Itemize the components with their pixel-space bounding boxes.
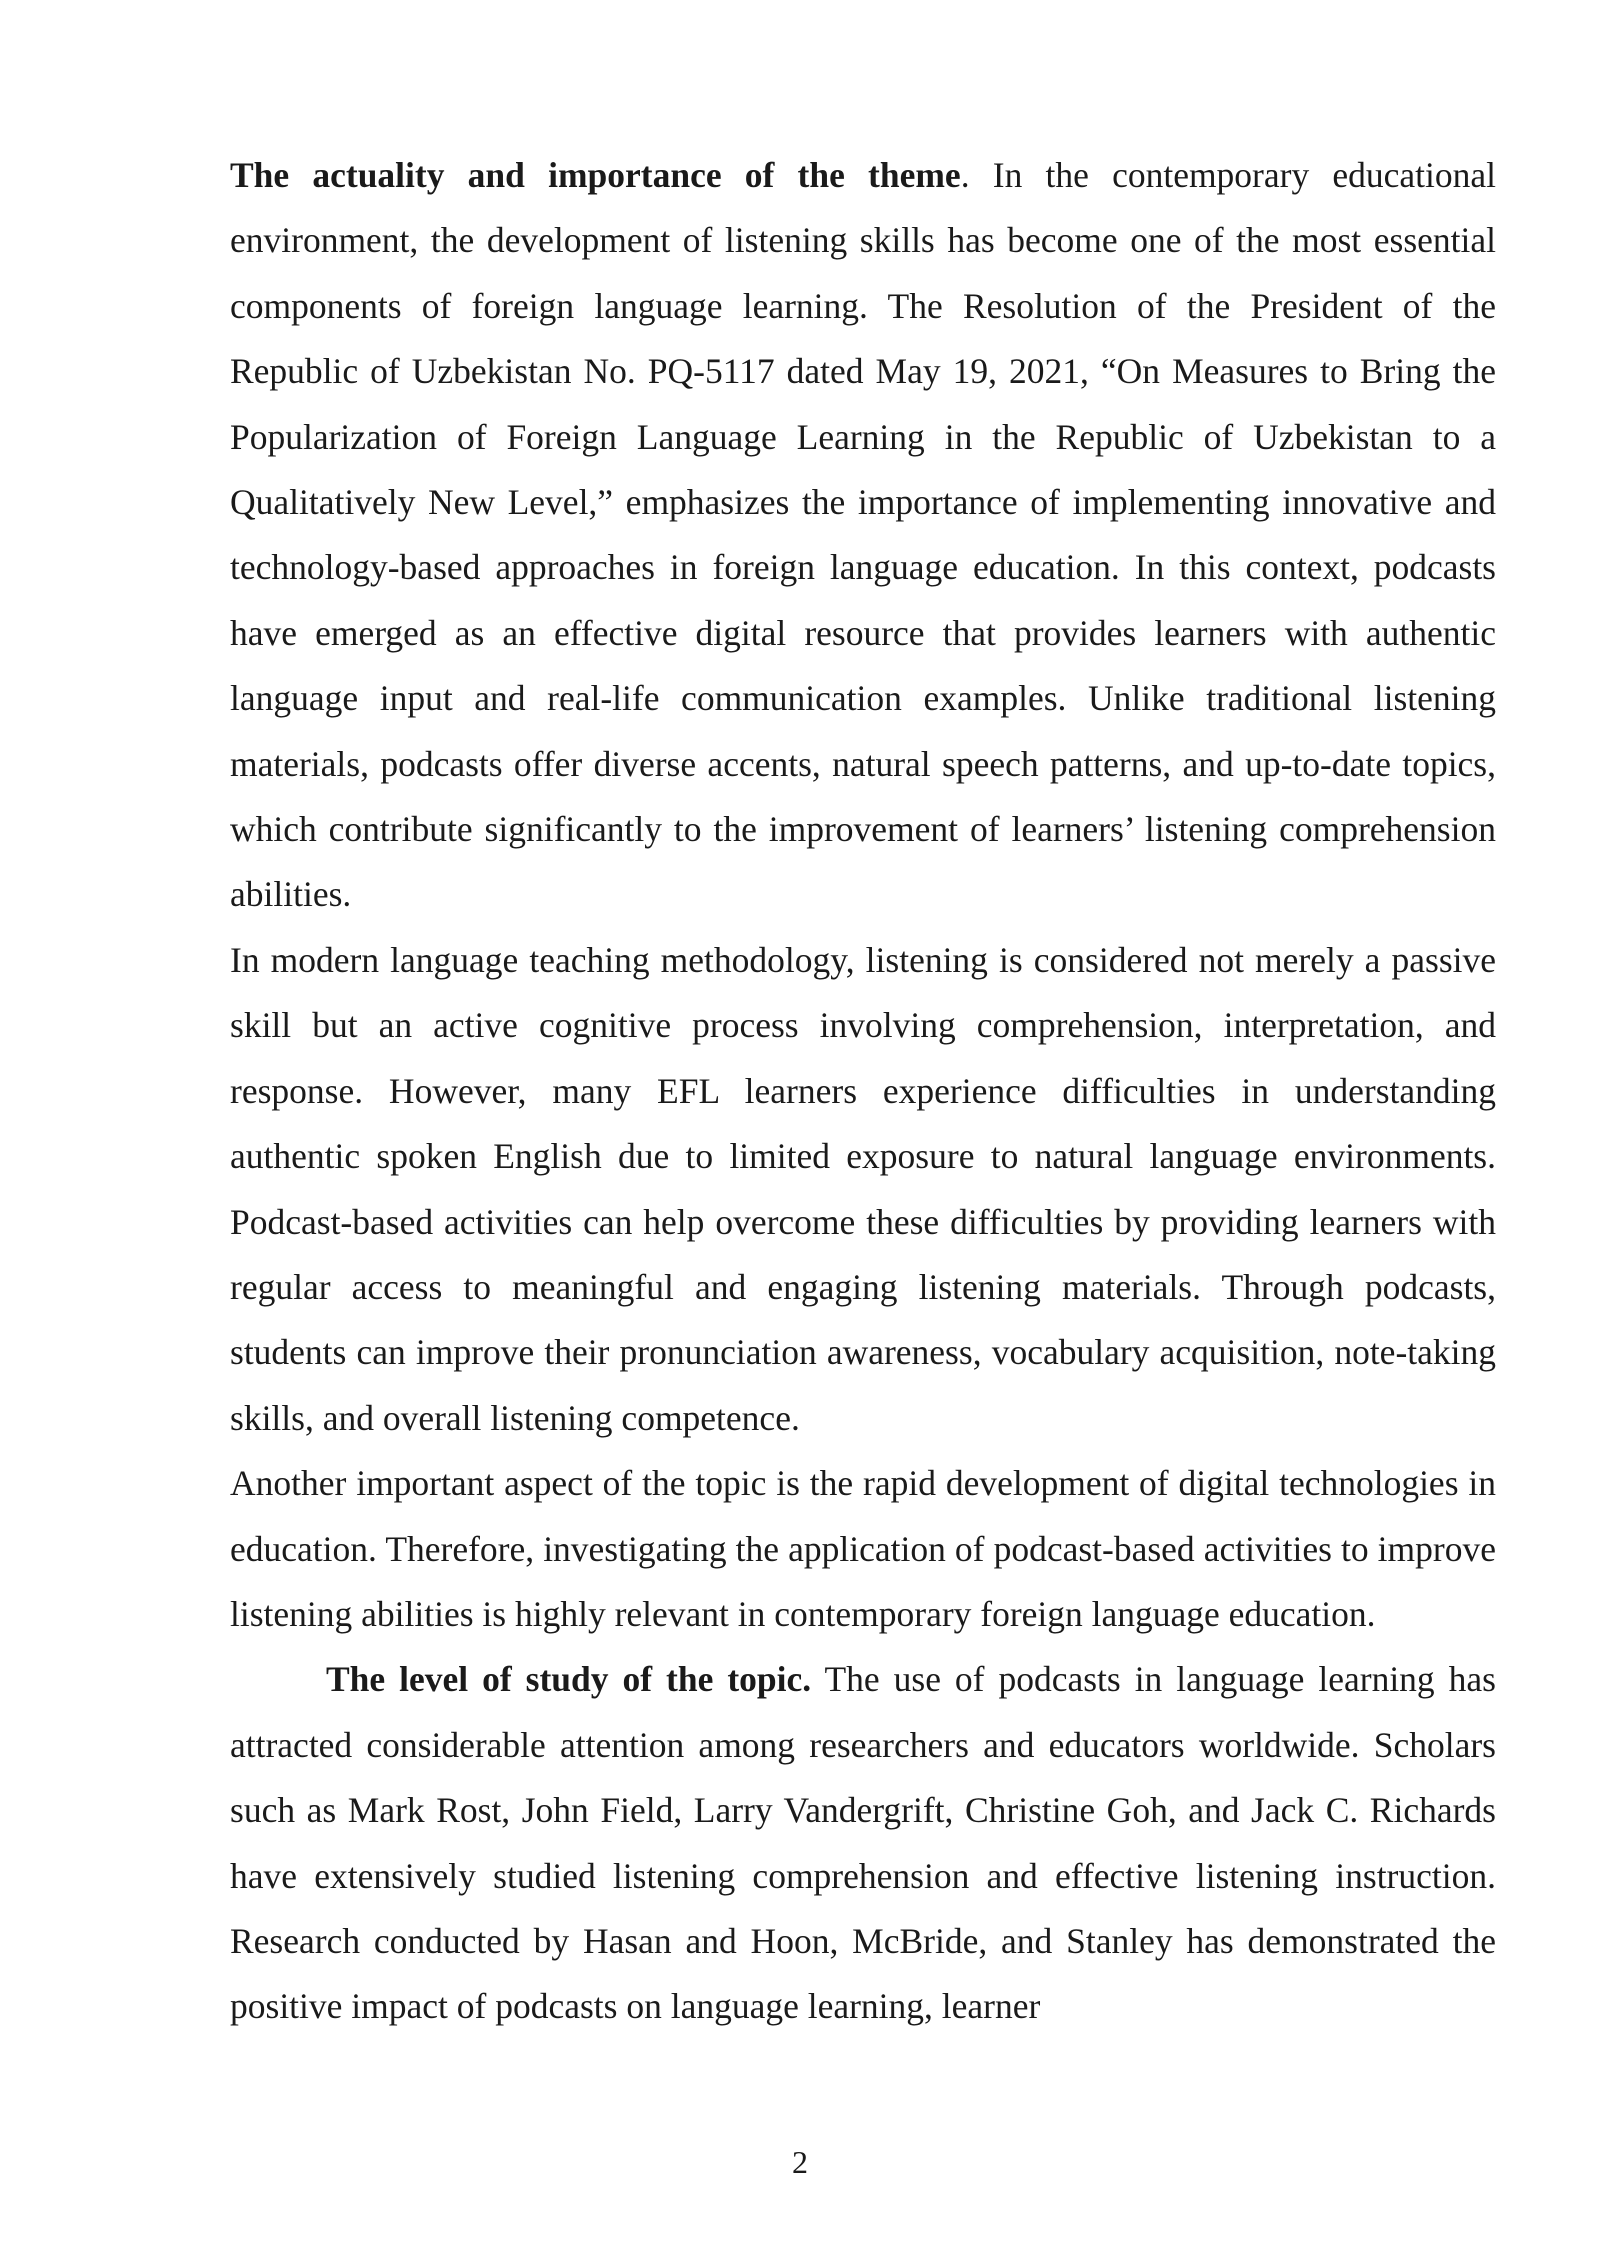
paragraph-level-of-study (230, 1647, 1496, 2039)
paragraph-actuality-text: In the contemporary educational environment, the development of listening skills has become one of the most essential components of foreign language learning. The Resolution of the President of the Republic of Uzbekistan No. PQ-5117 dated May 19, 2021, “On Measures to Bring the Popularization of Foreign Language Learning in the Republic of Uzbekistan to a Qualitatively New Level,” emphasizes the importance of implementing innovative and technology-based approaches in foreign language education. In this context, podcasts have emerged as an effective digital resource that provides learners with authentic language input and real-life communication examples. Unlike traditional listening materials, podcasts offer diverse accents, natural speech patterns, and up-to-date topics, which contribute significantly to the improvement of learners’ listening comprehension abilities. (230, 155, 1497, 915)
page-number: 2 (792, 2144, 808, 2180)
heading-actuality: The actuality and importance of the theme (230, 155, 961, 195)
paragraph-actuality (230, 143, 1496, 928)
document-body (230, 143, 1496, 2040)
heading-level-of-study: The level of study of the topic. (326, 1659, 812, 1700)
paragraph-level-of-study-text: The use of podcasts in language learning has attracted considerable attention among researchers and educators worldwide. Scholars such as Mark Rost, John Field, Larry Vandergrift, Christine Goh, and Jack C. Richards have extensively studied listening comprehension and effective listening instruction. Research conducted by Hasan and Hoon, McBride, and Stanley has demonstrated the positive impact of podcasts on language learning, learner (230, 1659, 1496, 2027)
heading-actuality-period: . (960, 155, 970, 195)
paragraph-methodology (230, 928, 1496, 1451)
paragraph-digital-technologies (230, 1451, 1496, 1647)
paragraph-digital-technologies-text: Another important aspect of the topic is the rapid development of digital technologies in education. Therefore, investigating the application of podcast-based activities to improve listening abilities is highly relevant in contemporary foreign language education. (230, 1463, 1496, 1634)
paragraph-methodology-text: In modern language teaching methodology, listening is considered not merely a passive skill but an active cognitive process involving comprehension, interpretation, and response. However, many EFL learners experience difficulties in understanding authentic spoken English due to limited exposure to natural language environments. Podcast-based activities can help overcome these difficulties by providing learners with regular access to meaningful and engaging listening materials. Through podcasts, students can improve their pronunciation awareness, vocabulary acquisition, note-taking skills, and overall listening competence. (230, 939, 1496, 1438)
